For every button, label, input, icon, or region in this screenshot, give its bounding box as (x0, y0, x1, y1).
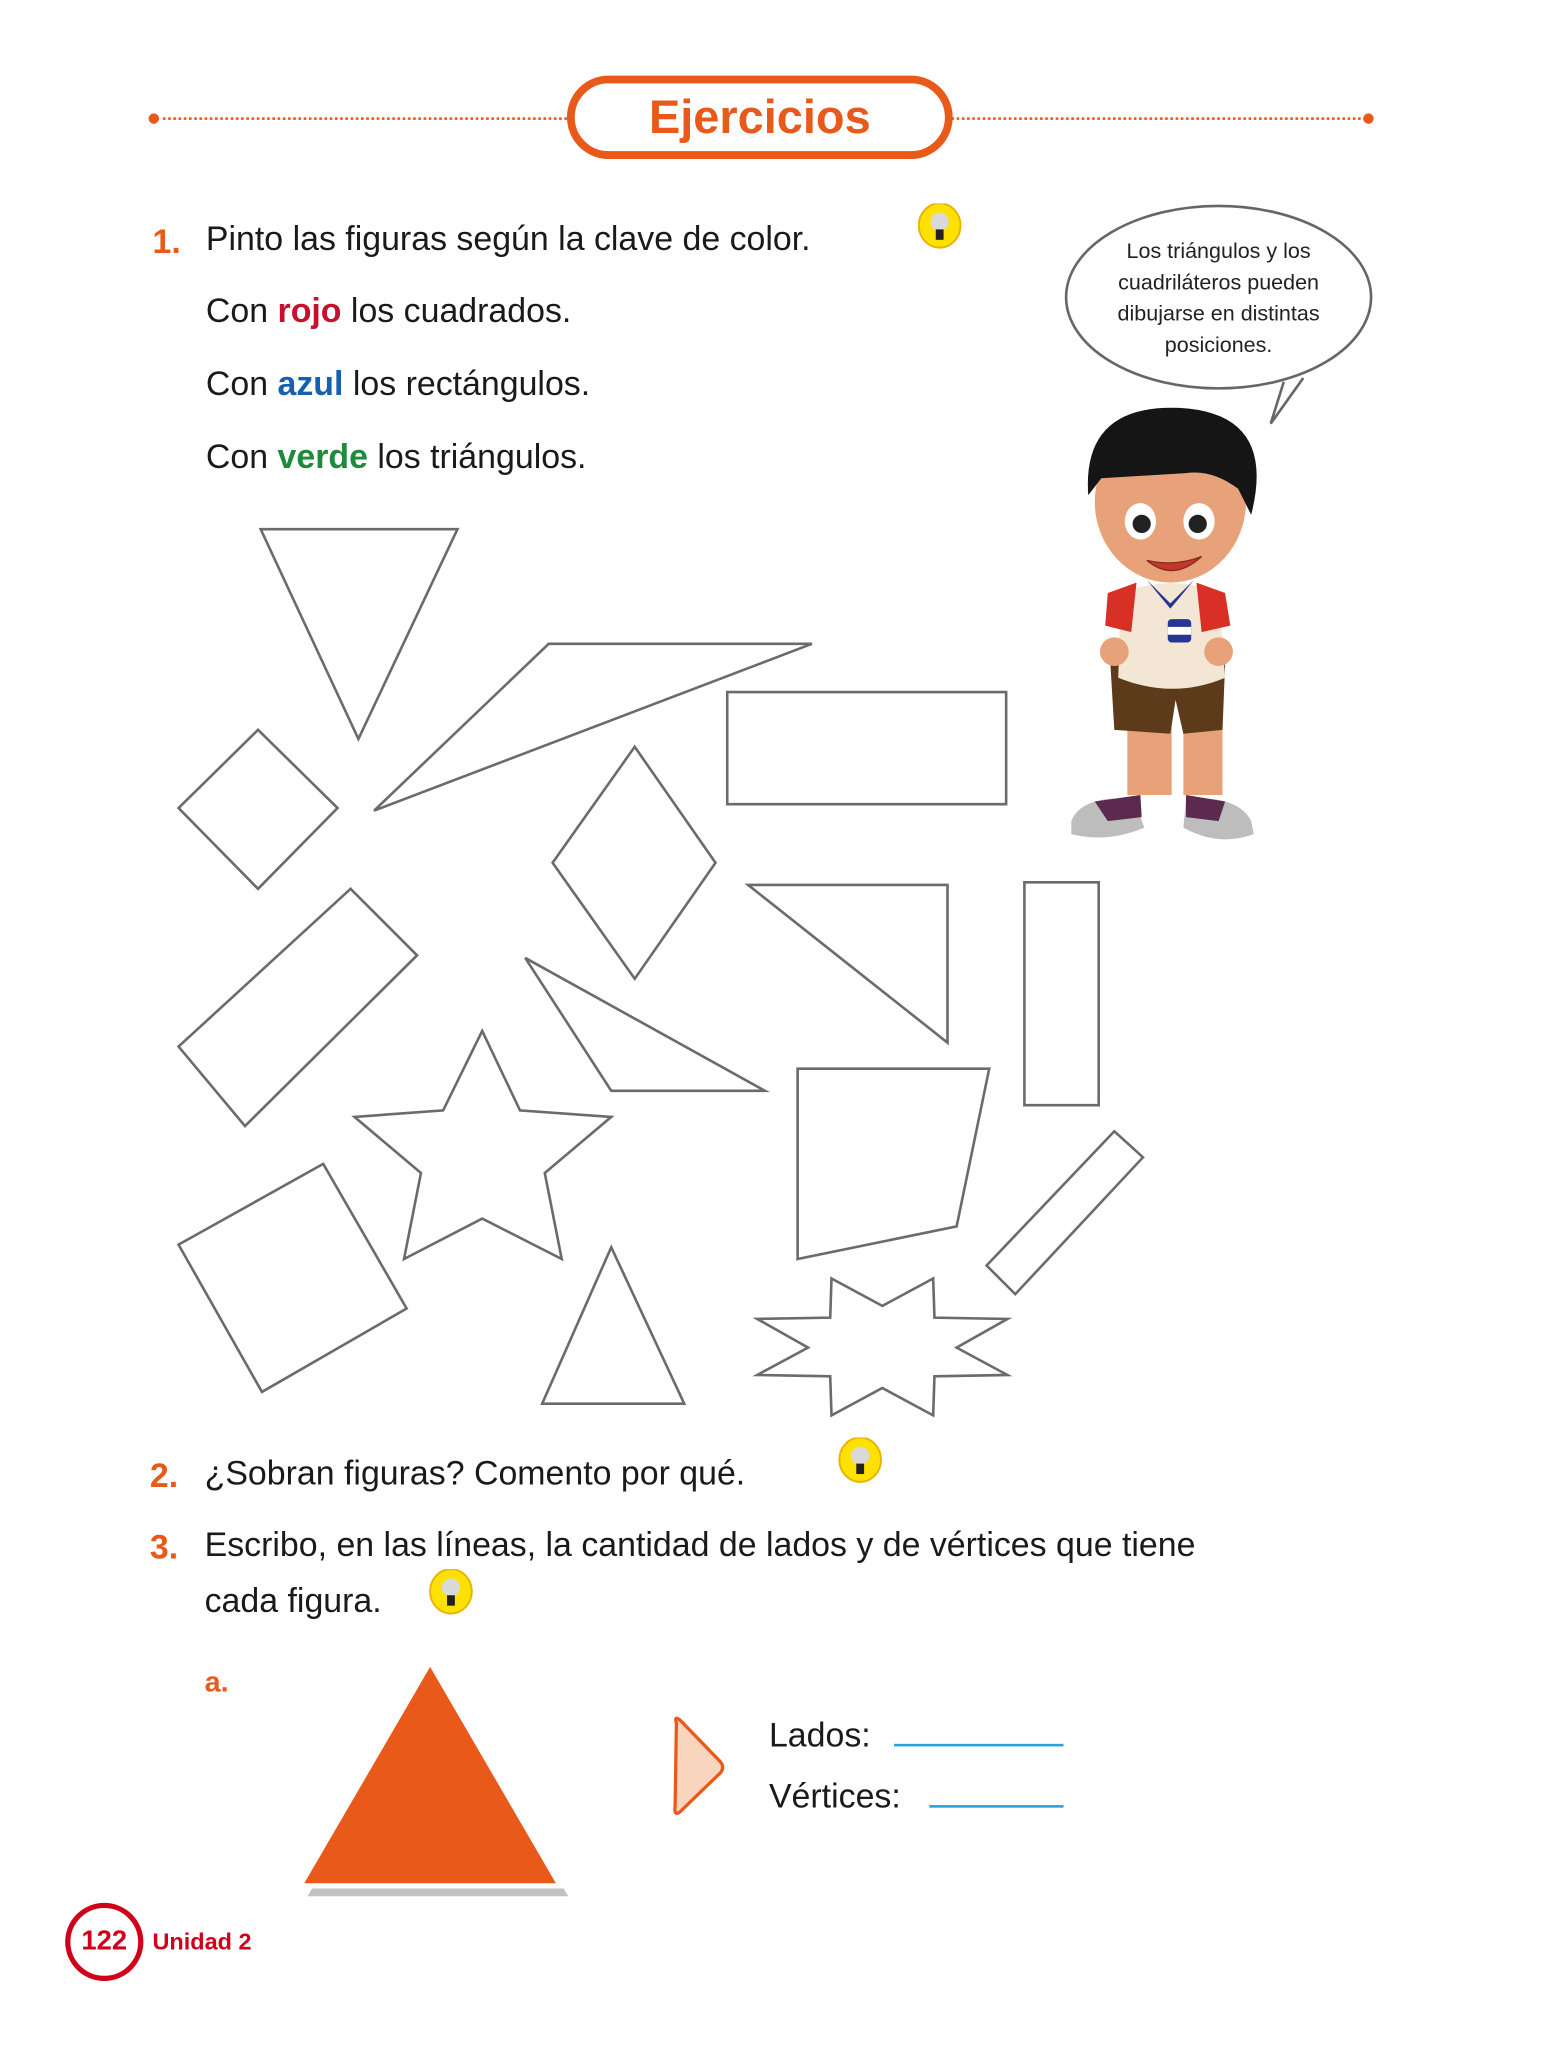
item-a-label: a. (204, 1665, 229, 1699)
sides-answer-line[interactable] (894, 1744, 1063, 1747)
color-key-green: Con verde los triángulos. (205, 436, 587, 476)
exercise-2-number: 2. (149, 1455, 179, 1495)
color-word-blue: azul (277, 363, 344, 403)
shape-quadrilateral-irregular[interactable] (798, 1069, 990, 1259)
exercise-3-text-line1: Escribo, en las líneas, la cantidad de lados y de vértices que tiene (204, 1524, 1196, 1564)
lightbulb-icon (838, 1438, 882, 1485)
vertices-answer-line[interactable] (929, 1805, 1063, 1808)
speech-bubble-text: Los triángulos y los cuadriláteros pueden dibujarse en distintas posiciones. (1117, 239, 1320, 358)
exercise-1-number: 1. (152, 221, 181, 261)
exercise-1-instruction: Pinto las figuras según la clave de color. (205, 218, 811, 259)
orange-triangle-figure (274, 1649, 600, 1910)
unit-label: Unidad 2 (152, 1928, 252, 1955)
color-word-red: rojo (277, 290, 342, 330)
arrow-pointer-icon (667, 1710, 732, 1821)
lightbulb-icon (429, 1569, 473, 1616)
shape-star-five-point[interactable] (354, 1031, 611, 1259)
shape-rectangle-vertical[interactable] (1024, 882, 1098, 1105)
shape-triangle-right[interactable] (748, 885, 947, 1043)
shape-square-tilted[interactable] (179, 1164, 407, 1392)
exercise-3-text-line2: cada figura. (204, 1580, 382, 1621)
shape-rectangle-thin-tilted[interactable] (987, 1131, 1143, 1294)
shape-rectangle-tilted[interactable] (179, 889, 418, 1126)
sides-label: Lados: (768, 1715, 871, 1755)
shape-star-eight-point[interactable] (757, 1279, 1007, 1416)
exercise-3-number: 3. (149, 1527, 179, 1567)
shape-triangle-scalene[interactable] (525, 958, 765, 1091)
vertices-label: Vértices: (768, 1776, 901, 1816)
shape-rhombus[interactable] (553, 747, 716, 979)
page-number: 122 (81, 1926, 128, 1957)
color-key-blue: Con azul los rectángulos. (205, 363, 591, 403)
color-key-red: Con rojo los cuadrados. (205, 290, 572, 330)
shape-rectangle-horizontal[interactable] (727, 692, 1006, 804)
page-number-badge (65, 1903, 143, 1981)
shape-square-rotated[interactable] (179, 730, 338, 889)
section-title: Ejercicios (648, 89, 871, 144)
shape-triangle-inverted[interactable] (261, 529, 458, 739)
shape-triangle-isosceles[interactable] (542, 1247, 684, 1403)
exercise-2-text: ¿Sobran figuras? Comento por qué. (204, 1453, 746, 1493)
color-word-green: verde (277, 436, 368, 476)
